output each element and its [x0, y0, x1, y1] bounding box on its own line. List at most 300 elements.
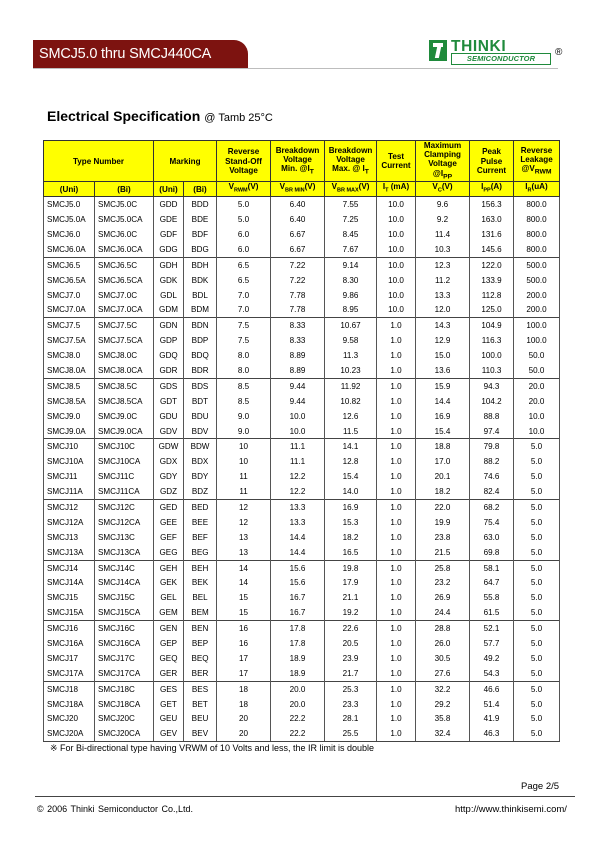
- cell-reverse-leakage: 5.0: [514, 500, 560, 515]
- cell-vbr-min: 14.4: [271, 545, 325, 560]
- cell-reverse-leakage: 10.0: [514, 409, 560, 424]
- cell-test-current: 1.0: [377, 333, 416, 348]
- cell-clamping-voltage: 28.8: [416, 621, 470, 636]
- cell-vbr-min: 18.9: [271, 651, 325, 666]
- cell-marking-bi: BDL: [184, 288, 217, 303]
- cell-peak-pulse-current: 104.2: [470, 394, 514, 409]
- footer-divider: [35, 796, 575, 797]
- cell-vbr-max: 20.5: [325, 636, 377, 651]
- cell-type-bi: SMCJ7.0CA: [95, 302, 154, 317]
- cell-marking-uni: GEV: [154, 726, 184, 741]
- table-body: [44, 197, 560, 742]
- cell-vrwm: 9.0: [217, 424, 271, 439]
- table-row: [44, 197, 560, 212]
- cell-vbr-max: 8.45: [325, 227, 377, 242]
- cell-vbr-max: 10.82: [325, 394, 377, 409]
- copyright-text: © 2006 Thinki Semiconductor Co.,Ltd.: [37, 804, 194, 814]
- cell-reverse-leakage: 5.0: [514, 454, 560, 469]
- cell-marking-uni: GEL: [154, 590, 184, 605]
- cell-type-bi: SMCJ7.5C: [95, 318, 154, 333]
- cell-vbr-max: 8.30: [325, 273, 377, 288]
- cell-test-current: 1.0: [377, 621, 416, 636]
- cell-type-bi: SMCJ13CA: [95, 545, 154, 560]
- cell-reverse-leakage: 5.0: [514, 469, 560, 484]
- cell-vrwm: 6.0: [217, 242, 271, 257]
- cell-vbr-min: 7.78: [271, 302, 325, 317]
- cell-clamping-voltage: 27.6: [416, 666, 470, 681]
- cell-marking-bi: BEQ: [184, 651, 217, 666]
- cell-vbr-max: 19.2: [325, 605, 377, 620]
- cell-type-uni: SMCJ8.0A: [44, 363, 95, 378]
- website-link[interactable]: http://www.thinkisemi.com/: [455, 804, 567, 815]
- cell-type-bi: SMCJ5.0C: [95, 197, 154, 212]
- cell-reverse-leakage: 200.0: [514, 302, 560, 317]
- document-title: SMCJ5.0 thru SMCJ440CA: [39, 46, 212, 62]
- cell-clamping-voltage: 32.4: [416, 726, 470, 741]
- cell-vbr-min: 12.2: [271, 484, 325, 499]
- logo-subtitle: SEMICONDUCTOR: [451, 53, 551, 65]
- header-test-current: Test Current: [377, 141, 416, 182]
- logo-name: THINKI: [451, 38, 507, 55]
- cell-reverse-leakage: 5.0: [514, 621, 560, 636]
- cell-peak-pulse-current: 94.3: [470, 378, 514, 393]
- unit-it: $I_T$ (mA): [377, 182, 416, 197]
- cell-vrwm: 18: [217, 681, 271, 696]
- cell-vbr-min: 9.44: [271, 394, 325, 409]
- cell-vrwm: 20: [217, 726, 271, 741]
- cell-test-current: 1.0: [377, 378, 416, 393]
- cell-peak-pulse-current: 57.7: [470, 636, 514, 651]
- cell-test-current: 1.0: [377, 712, 416, 727]
- cell-clamping-voltage: 18.8: [416, 439, 470, 454]
- cell-marking-uni: GEM: [154, 605, 184, 620]
- cell-reverse-leakage: 5.0: [514, 484, 560, 499]
- cell-peak-pulse-current: 55.8: [470, 590, 514, 605]
- cell-type-uni: SMCJ11: [44, 469, 95, 484]
- cell-marking-bi: BEM: [184, 605, 217, 620]
- header-reverse-leakage: Reverse Leakage $@V_{RWM}$: [514, 141, 560, 182]
- cell-test-current: 1.0: [377, 439, 416, 454]
- cell-type-bi: SMCJ11CA: [95, 484, 154, 499]
- header-marking: Marking: [154, 141, 217, 182]
- cell-marking-uni: GDL: [154, 288, 184, 303]
- cell-type-bi: SMCJ10CA: [95, 454, 154, 469]
- cell-peak-pulse-current: 52.1: [470, 621, 514, 636]
- cell-vbr-max: 9.58: [325, 333, 377, 348]
- cell-marking-uni: GDK: [154, 273, 184, 288]
- cell-type-bi: SMCJ15C: [95, 590, 154, 605]
- unit-vrwm: $V_{RWM}(V)$: [217, 182, 271, 197]
- cell-type-bi: SMCJ17C: [95, 651, 154, 666]
- cell-test-current: 10.0: [377, 302, 416, 317]
- cell-marking-bi: BDZ: [184, 484, 217, 499]
- cell-clamping-voltage: 18.2: [416, 484, 470, 499]
- cell-test-current: 1.0: [377, 409, 416, 424]
- table-row: [44, 500, 560, 515]
- table-row: [44, 363, 560, 378]
- table-row: [44, 530, 560, 545]
- cell-marking-bi: BDY: [184, 469, 217, 484]
- cell-type-uni: SMCJ13A: [44, 545, 95, 560]
- cell-vbr-max: 16.9: [325, 500, 377, 515]
- cell-test-current: 1.0: [377, 424, 416, 439]
- cell-marking-bi: BDF: [184, 227, 217, 242]
- cell-type-uni: SMCJ17A: [44, 666, 95, 681]
- cell-marking-bi: BEH: [184, 560, 217, 575]
- cell-vbr-max: 9.86: [325, 288, 377, 303]
- cell-type-uni: SMCJ7.5A: [44, 333, 95, 348]
- cell-reverse-leakage: 800.0: [514, 242, 560, 257]
- cell-type-uni: SMCJ6.5: [44, 257, 95, 272]
- cell-marking-bi: BEV: [184, 726, 217, 741]
- cell-marking-uni: GEF: [154, 530, 184, 545]
- unit-marking-uni: (Uni): [154, 182, 184, 197]
- cell-vrwm: 6.0: [217, 227, 271, 242]
- cell-type-bi: SMCJ12C: [95, 500, 154, 515]
- table-row: [44, 590, 560, 605]
- unit-marking-bi: (Bi): [184, 182, 217, 197]
- cell-peak-pulse-current: 82.4: [470, 484, 514, 499]
- cell-test-current: 1.0: [377, 726, 416, 741]
- cell-vrwm: 7.5: [217, 333, 271, 348]
- cell-marking-uni: GDG: [154, 242, 184, 257]
- cell-type-bi: SMCJ11C: [95, 469, 154, 484]
- cell-reverse-leakage: 500.0: [514, 257, 560, 272]
- cell-type-bi: SMCJ12CA: [95, 515, 154, 530]
- table-row: [44, 394, 560, 409]
- table-row: [44, 605, 560, 620]
- cell-marking-uni: GDT: [154, 394, 184, 409]
- cell-vbr-max: 16.5: [325, 545, 377, 560]
- cell-marking-uni: GEQ: [154, 651, 184, 666]
- cell-clamping-voltage: 12.9: [416, 333, 470, 348]
- cell-clamping-voltage: 9.6: [416, 197, 470, 212]
- cell-type-bi: SMCJ8.0CA: [95, 363, 154, 378]
- cell-vbr-min: 10.0: [271, 409, 325, 424]
- cell-peak-pulse-current: 145.6: [470, 242, 514, 257]
- cell-test-current: 1.0: [377, 515, 416, 530]
- cell-clamping-voltage: 15.0: [416, 348, 470, 363]
- cell-type-uni: SMCJ12: [44, 500, 95, 515]
- table-row: [44, 409, 560, 424]
- cell-marking-uni: GDX: [154, 454, 184, 469]
- cell-vbr-max: 9.14: [325, 257, 377, 272]
- cell-vbr-max: 8.95: [325, 302, 377, 317]
- cell-reverse-leakage: 5.0: [514, 712, 560, 727]
- cell-type-uni: SMCJ8.5: [44, 378, 95, 393]
- cell-marking-bi: BDW: [184, 439, 217, 454]
- cell-marking-uni: GDP: [154, 333, 184, 348]
- cell-clamping-voltage: 15.4: [416, 424, 470, 439]
- cell-peak-pulse-current: 61.5: [470, 605, 514, 620]
- cell-type-uni: SMCJ5.0: [44, 197, 95, 212]
- cell-peak-pulse-current: 79.8: [470, 439, 514, 454]
- cell-marking-uni: GDV: [154, 424, 184, 439]
- cell-vbr-min: 15.6: [271, 560, 325, 575]
- cell-test-current: 10.0: [377, 197, 416, 212]
- cell-clamping-voltage: 13.6: [416, 363, 470, 378]
- cell-peak-pulse-current: 49.2: [470, 651, 514, 666]
- cell-vbr-min: 7.78: [271, 288, 325, 303]
- table-header-row: [44, 141, 560, 182]
- cell-vbr-min: 22.2: [271, 712, 325, 727]
- cell-type-uni: SMCJ20A: [44, 726, 95, 741]
- cell-marking-bi: BEG: [184, 545, 217, 560]
- cell-clamping-voltage: 24.4: [416, 605, 470, 620]
- cell-marking-uni: GDR: [154, 363, 184, 378]
- cell-type-bi: SMCJ9.0C: [95, 409, 154, 424]
- cell-peak-pulse-current: 88.8: [470, 409, 514, 424]
- cell-reverse-leakage: 5.0: [514, 545, 560, 560]
- cell-type-uni: SMCJ17: [44, 651, 95, 666]
- cell-marking-bi: BDD: [184, 197, 217, 212]
- cell-vbr-min: 6.67: [271, 227, 325, 242]
- cell-type-uni: SMCJ16: [44, 621, 95, 636]
- cell-vbr-min: 6.40: [271, 197, 325, 212]
- table-row: [44, 636, 560, 651]
- cell-clamping-voltage: 35.8: [416, 712, 470, 727]
- cell-vrwm: 8.5: [217, 394, 271, 409]
- cell-vbr-max: 12.8: [325, 454, 377, 469]
- cell-type-bi: SMCJ8.0C: [95, 348, 154, 363]
- cell-test-current: 10.0: [377, 273, 416, 288]
- cell-type-uni: SMCJ12A: [44, 515, 95, 530]
- cell-clamping-voltage: 17.0: [416, 454, 470, 469]
- cell-test-current: 1.0: [377, 560, 416, 575]
- cell-vbr-max: 23.3: [325, 697, 377, 712]
- cell-peak-pulse-current: 54.3: [470, 666, 514, 681]
- cell-peak-pulse-current: 112.8: [470, 288, 514, 303]
- cell-type-uni: SMCJ14: [44, 560, 95, 575]
- header-type-number: Type Number: [44, 141, 154, 182]
- cell-peak-pulse-current: 116.3: [470, 333, 514, 348]
- registered-mark: ®: [555, 47, 563, 58]
- cell-clamping-voltage: 29.2: [416, 697, 470, 712]
- cell-reverse-leakage: 5.0: [514, 726, 560, 741]
- cell-vbr-max: 14.1: [325, 439, 377, 454]
- cell-vrwm: 15: [217, 590, 271, 605]
- logo-mark-icon: [429, 40, 447, 61]
- cell-test-current: 10.0: [377, 227, 416, 242]
- cell-vbr-max: 21.1: [325, 590, 377, 605]
- cell-peak-pulse-current: 74.6: [470, 469, 514, 484]
- cell-vbr-min: 8.89: [271, 348, 325, 363]
- cell-clamping-voltage: 9.2: [416, 212, 470, 227]
- cell-vbr-min: 7.22: [271, 257, 325, 272]
- cell-type-uni: SMCJ7.0A: [44, 302, 95, 317]
- cell-vbr-min: 17.8: [271, 636, 325, 651]
- cell-vrwm: 11: [217, 469, 271, 484]
- cell-marking-bi: BDG: [184, 242, 217, 257]
- cell-reverse-leakage: 5.0: [514, 681, 560, 696]
- table-row: [44, 318, 560, 333]
- cell-marking-uni: GET: [154, 697, 184, 712]
- cell-type-bi: SMCJ13C: [95, 530, 154, 545]
- cell-test-current: 10.0: [377, 242, 416, 257]
- cell-vrwm: 12: [217, 515, 271, 530]
- cell-peak-pulse-current: 100.0: [470, 348, 514, 363]
- cell-vrwm: 7.0: [217, 302, 271, 317]
- cell-test-current: 1.0: [377, 605, 416, 620]
- cell-marking-uni: GDN: [154, 318, 184, 333]
- cell-reverse-leakage: 5.0: [514, 576, 560, 591]
- cell-vbr-max: 10.67: [325, 318, 377, 333]
- cell-type-bi: SMCJ14C: [95, 560, 154, 575]
- table-row: [44, 576, 560, 591]
- cell-vbr-max: 19.8: [325, 560, 377, 575]
- table-row: [44, 302, 560, 317]
- section-title: [47, 108, 273, 124]
- cell-peak-pulse-current: 46.6: [470, 681, 514, 696]
- unit-vc: $V_C(V)$: [416, 182, 470, 197]
- cell-marking-bi: BDP: [184, 333, 217, 348]
- cell-vrwm: 8.5: [217, 378, 271, 393]
- cell-vbr-min: 17.8: [271, 621, 325, 636]
- cell-type-uni: SMCJ14A: [44, 576, 95, 591]
- cell-vbr-max: 7.25: [325, 212, 377, 227]
- cell-vbr-max: 15.4: [325, 469, 377, 484]
- header-breakdown-max: Breakdown Voltage Max. @ $I_T$: [325, 141, 377, 182]
- cell-vbr-min: 6.40: [271, 212, 325, 227]
- page-number: Page 2/5: [521, 781, 560, 792]
- cell-marking-bi: BDM: [184, 302, 217, 317]
- cell-peak-pulse-current: 133.9: [470, 273, 514, 288]
- cell-vbr-max: 22.6: [325, 621, 377, 636]
- cell-vbr-max: 28.1: [325, 712, 377, 727]
- cell-vrwm: 8.0: [217, 363, 271, 378]
- cell-type-bi: SMCJ16CA: [95, 636, 154, 651]
- cell-test-current: 1.0: [377, 348, 416, 363]
- cell-vbr-min: 9.44: [271, 378, 325, 393]
- cell-clamping-voltage: 22.0: [416, 500, 470, 515]
- table-row: [44, 515, 560, 530]
- cell-test-current: 1.0: [377, 697, 416, 712]
- table-row: [44, 212, 560, 227]
- cell-type-uni: SMCJ9.0A: [44, 424, 95, 439]
- cell-vbr-min: 16.7: [271, 590, 325, 605]
- cell-vrwm: 6.5: [217, 257, 271, 272]
- cell-marking-uni: GEH: [154, 560, 184, 575]
- table-row: [44, 666, 560, 681]
- cell-peak-pulse-current: 156.3: [470, 197, 514, 212]
- cell-vrwm: 15: [217, 605, 271, 620]
- table-row: [44, 469, 560, 484]
- table-row: [44, 454, 560, 469]
- cell-clamping-voltage: 20.1: [416, 469, 470, 484]
- cell-type-uni: SMCJ6.0A: [44, 242, 95, 257]
- cell-vbr-min: 14.4: [271, 530, 325, 545]
- cell-clamping-voltage: 14.3: [416, 318, 470, 333]
- cell-type-uni: SMCJ5.0A: [44, 212, 95, 227]
- cell-type-uni: SMCJ16A: [44, 636, 95, 651]
- cell-vrwm: 5.0: [217, 212, 271, 227]
- cell-vbr-min: 8.89: [271, 363, 325, 378]
- cell-marking-uni: GDS: [154, 378, 184, 393]
- cell-peak-pulse-current: 75.4: [470, 515, 514, 530]
- cell-reverse-leakage: 20.0: [514, 378, 560, 393]
- cell-type-uni: SMCJ9.0: [44, 409, 95, 424]
- unit-bi: (Bi): [95, 182, 154, 197]
- cell-marking-bi: BEN: [184, 621, 217, 636]
- unit-uni: (Uni): [44, 182, 95, 197]
- cell-test-current: 1.0: [377, 576, 416, 591]
- cell-type-uni: SMCJ8.5A: [44, 394, 95, 409]
- table-row: [44, 273, 560, 288]
- cell-test-current: 1.0: [377, 500, 416, 515]
- cell-vrwm: 18: [217, 697, 271, 712]
- cell-marking-bi: BDH: [184, 257, 217, 272]
- cell-vrwm: 10: [217, 454, 271, 469]
- cell-vrwm: 10: [217, 439, 271, 454]
- table-row: [44, 424, 560, 439]
- cell-vbr-min: 13.3: [271, 500, 325, 515]
- cell-type-bi: SMCJ6.0CA: [95, 242, 154, 257]
- cell-marking-bi: BDT: [184, 394, 217, 409]
- table-row: [44, 257, 560, 272]
- cell-clamping-voltage: 16.9: [416, 409, 470, 424]
- cell-type-bi: SMCJ6.5CA: [95, 273, 154, 288]
- cell-clamping-voltage: 23.2: [416, 576, 470, 591]
- cell-type-bi: SMCJ6.5C: [95, 257, 154, 272]
- cell-test-current: 1.0: [377, 545, 416, 560]
- cell-type-uni: SMCJ8.0: [44, 348, 95, 363]
- cell-vrwm: 9.0: [217, 409, 271, 424]
- cell-marking-bi: BDN: [184, 318, 217, 333]
- header-max-clamping: Maximum Clamping Voltage $@I_{PP}$: [416, 141, 470, 182]
- cell-test-current: 1.0: [377, 666, 416, 681]
- cell-peak-pulse-current: 125.0: [470, 302, 514, 317]
- table-row: [44, 439, 560, 454]
- cell-type-uni: SMCJ15: [44, 590, 95, 605]
- cell-test-current: 1.0: [377, 394, 416, 409]
- cell-marking-uni: GER: [154, 666, 184, 681]
- table-row: [44, 712, 560, 727]
- section-title-text: Electrical Specification: [47, 108, 201, 124]
- cell-marking-uni: GDU: [154, 409, 184, 424]
- cell-clamping-voltage: 21.5: [416, 545, 470, 560]
- cell-clamping-voltage: 13.3: [416, 288, 470, 303]
- table-row: [44, 651, 560, 666]
- cell-type-bi: SMCJ15CA: [95, 605, 154, 620]
- cell-vbr-max: 12.6: [325, 409, 377, 424]
- cell-type-bi: SMCJ17CA: [95, 666, 154, 681]
- cell-test-current: 1.0: [377, 469, 416, 484]
- header-title-bar: [33, 40, 248, 68]
- cell-marking-uni: GDM: [154, 302, 184, 317]
- cell-reverse-leakage: 5.0: [514, 666, 560, 681]
- cell-marking-bi: BEF: [184, 530, 217, 545]
- cell-vbr-min: 18.9: [271, 666, 325, 681]
- cell-vbr-min: 20.0: [271, 697, 325, 712]
- company-logo: [429, 40, 569, 66]
- header-breakdown-min: Breakdown Voltage Min. $@I_T$: [271, 141, 325, 182]
- cell-vbr-min: 16.7: [271, 605, 325, 620]
- cell-marking-uni: GDH: [154, 257, 184, 272]
- cell-reverse-leakage: 200.0: [514, 288, 560, 303]
- cell-vbr-max: 11.5: [325, 424, 377, 439]
- cell-clamping-voltage: 32.2: [416, 681, 470, 696]
- cell-test-current: 1.0: [377, 636, 416, 651]
- cell-test-current: 1.0: [377, 590, 416, 605]
- cell-reverse-leakage: 100.0: [514, 333, 560, 348]
- cell-vrwm: 13: [217, 545, 271, 560]
- cell-peak-pulse-current: 46.3: [470, 726, 514, 741]
- cell-peak-pulse-current: 131.6: [470, 227, 514, 242]
- cell-reverse-leakage: 5.0: [514, 697, 560, 712]
- cell-vbr-min: 20.0: [271, 681, 325, 696]
- cell-type-bi: SMCJ8.5CA: [95, 394, 154, 409]
- cell-reverse-leakage: 5.0: [514, 530, 560, 545]
